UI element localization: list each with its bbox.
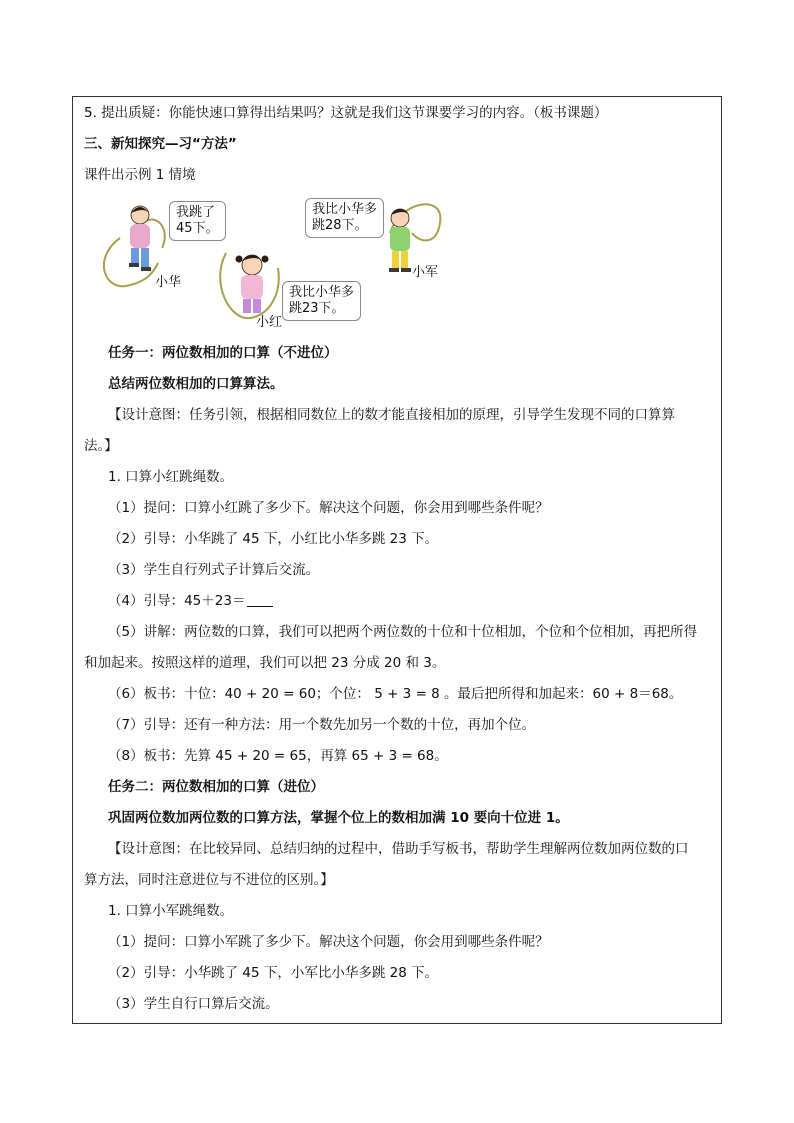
xiaohua-speech-bubble [169, 201, 226, 241]
item-2: （2）引导：小华跳了 45 下，小红比小华多跳 23 下。 [108, 531, 439, 547]
answer-blank [247, 593, 273, 607]
task-one-summary: 总结两位数相加的口算算法。 [108, 376, 284, 392]
xiaohong-speech-line1: 我比小华多 [289, 285, 355, 300]
item-1: （1）提问：口算小红跳了多少下。解决这个问题，你会用到哪些条件呢？ [108, 500, 549, 516]
xiaohua-speech-line2: 45下。 [176, 221, 219, 236]
item-q2: （2）引导：小华跳了 45 下，小军比小华多跳 28 下。 [108, 965, 439, 981]
step-1-xiaohong: 1. 口算小红跳绳数。 [108, 469, 234, 485]
item-7: （7）引导：还有一种方法：用一个数先加另一个数的十位，再加个位。 [108, 717, 536, 733]
xiaohua-name: 小华 [155, 275, 182, 290]
item-4-text: （4）引导：45＋23＝ [108, 593, 246, 609]
design-intent-1-line1: 【设计意图：任务引领，根据相同数位上的数才能直接相加的原理，引导学生发现不同的口算算 [108, 407, 675, 423]
xiaohong-speech-line2: 跳23下。 [289, 301, 345, 316]
task-one-heading: 任务一：两位数相加的口算（不进位） [108, 345, 338, 361]
xiaojun-speech-line2: 跳28下。 [312, 218, 368, 233]
design-intent-2-line2: 算方法，同时注意进位与不进位的区别。】 [84, 872, 334, 888]
item-5-line2: 和加起来。按照这样的道理，我们可以把 23 分成 20 和 3。 [84, 655, 446, 671]
item-5-line1: （5）讲解：两位数的口算，我们可以把两个两位数的十位和十位相加，个位和个位相加，再把所得 [108, 624, 698, 640]
section-heading: 三、新知探究—习“方法” [84, 136, 237, 152]
xiaohong-speech-bubble [282, 281, 361, 321]
item-4 [108, 592, 710, 610]
question-line: 5. 提出质疑：你能快速口算得出结果吗？这就是我们这节课要学习的内容。（板书课题） [84, 105, 608, 121]
courseware-line: 课件出示例 1 情境 [84, 167, 196, 183]
item-6: （6）板书：十位：40 + 20 = 60；个位： 5 + 3 = 8 。最后把所得和加起来：60 + 8＝68。 [108, 686, 683, 702]
xiaohua-speech-line1: 我跳了 [176, 205, 216, 220]
design-intent-2-line1: 【设计意图：在比较异同、总结归纳的过程中，借助手写板书，帮助学生理解两位数加两位数的口 [108, 841, 689, 857]
xiaojun-speech-bubble [305, 198, 384, 238]
step-1-xiaojun: 1. 口算小军跳绳数。 [108, 903, 234, 919]
design-intent-1-line2: 法。】 [84, 438, 118, 454]
task-two-summary: 巩固两位数加两位数的口算方法，掌握个位上的数相加满 10 要向十位进 1。 [108, 810, 569, 826]
xiaohong-figure [220, 253, 279, 318]
item-3: （3）学生自行列式子计算后交流。 [108, 562, 320, 578]
rope-skipping-illustration [100, 193, 460, 328]
xiaojun-name: 小军 [412, 265, 439, 280]
item-8: （8）板书：先算 45 + 20 = 65，再算 65 + 3 = 68。 [108, 748, 448, 764]
children-drawing [100, 193, 460, 328]
xiaohong-name: 小红 [256, 315, 283, 330]
item-q3: （3）学生自行口算后交流。 [108, 996, 279, 1012]
xiaojun-speech-line1: 我比小华多 [312, 202, 378, 217]
item-q1: （1）提问：口算小军跳了多少下。解决这个问题，你会用到哪些条件呢？ [108, 934, 549, 950]
task-two-heading: 任务二：两位数相加的口算（进位） [108, 779, 324, 795]
